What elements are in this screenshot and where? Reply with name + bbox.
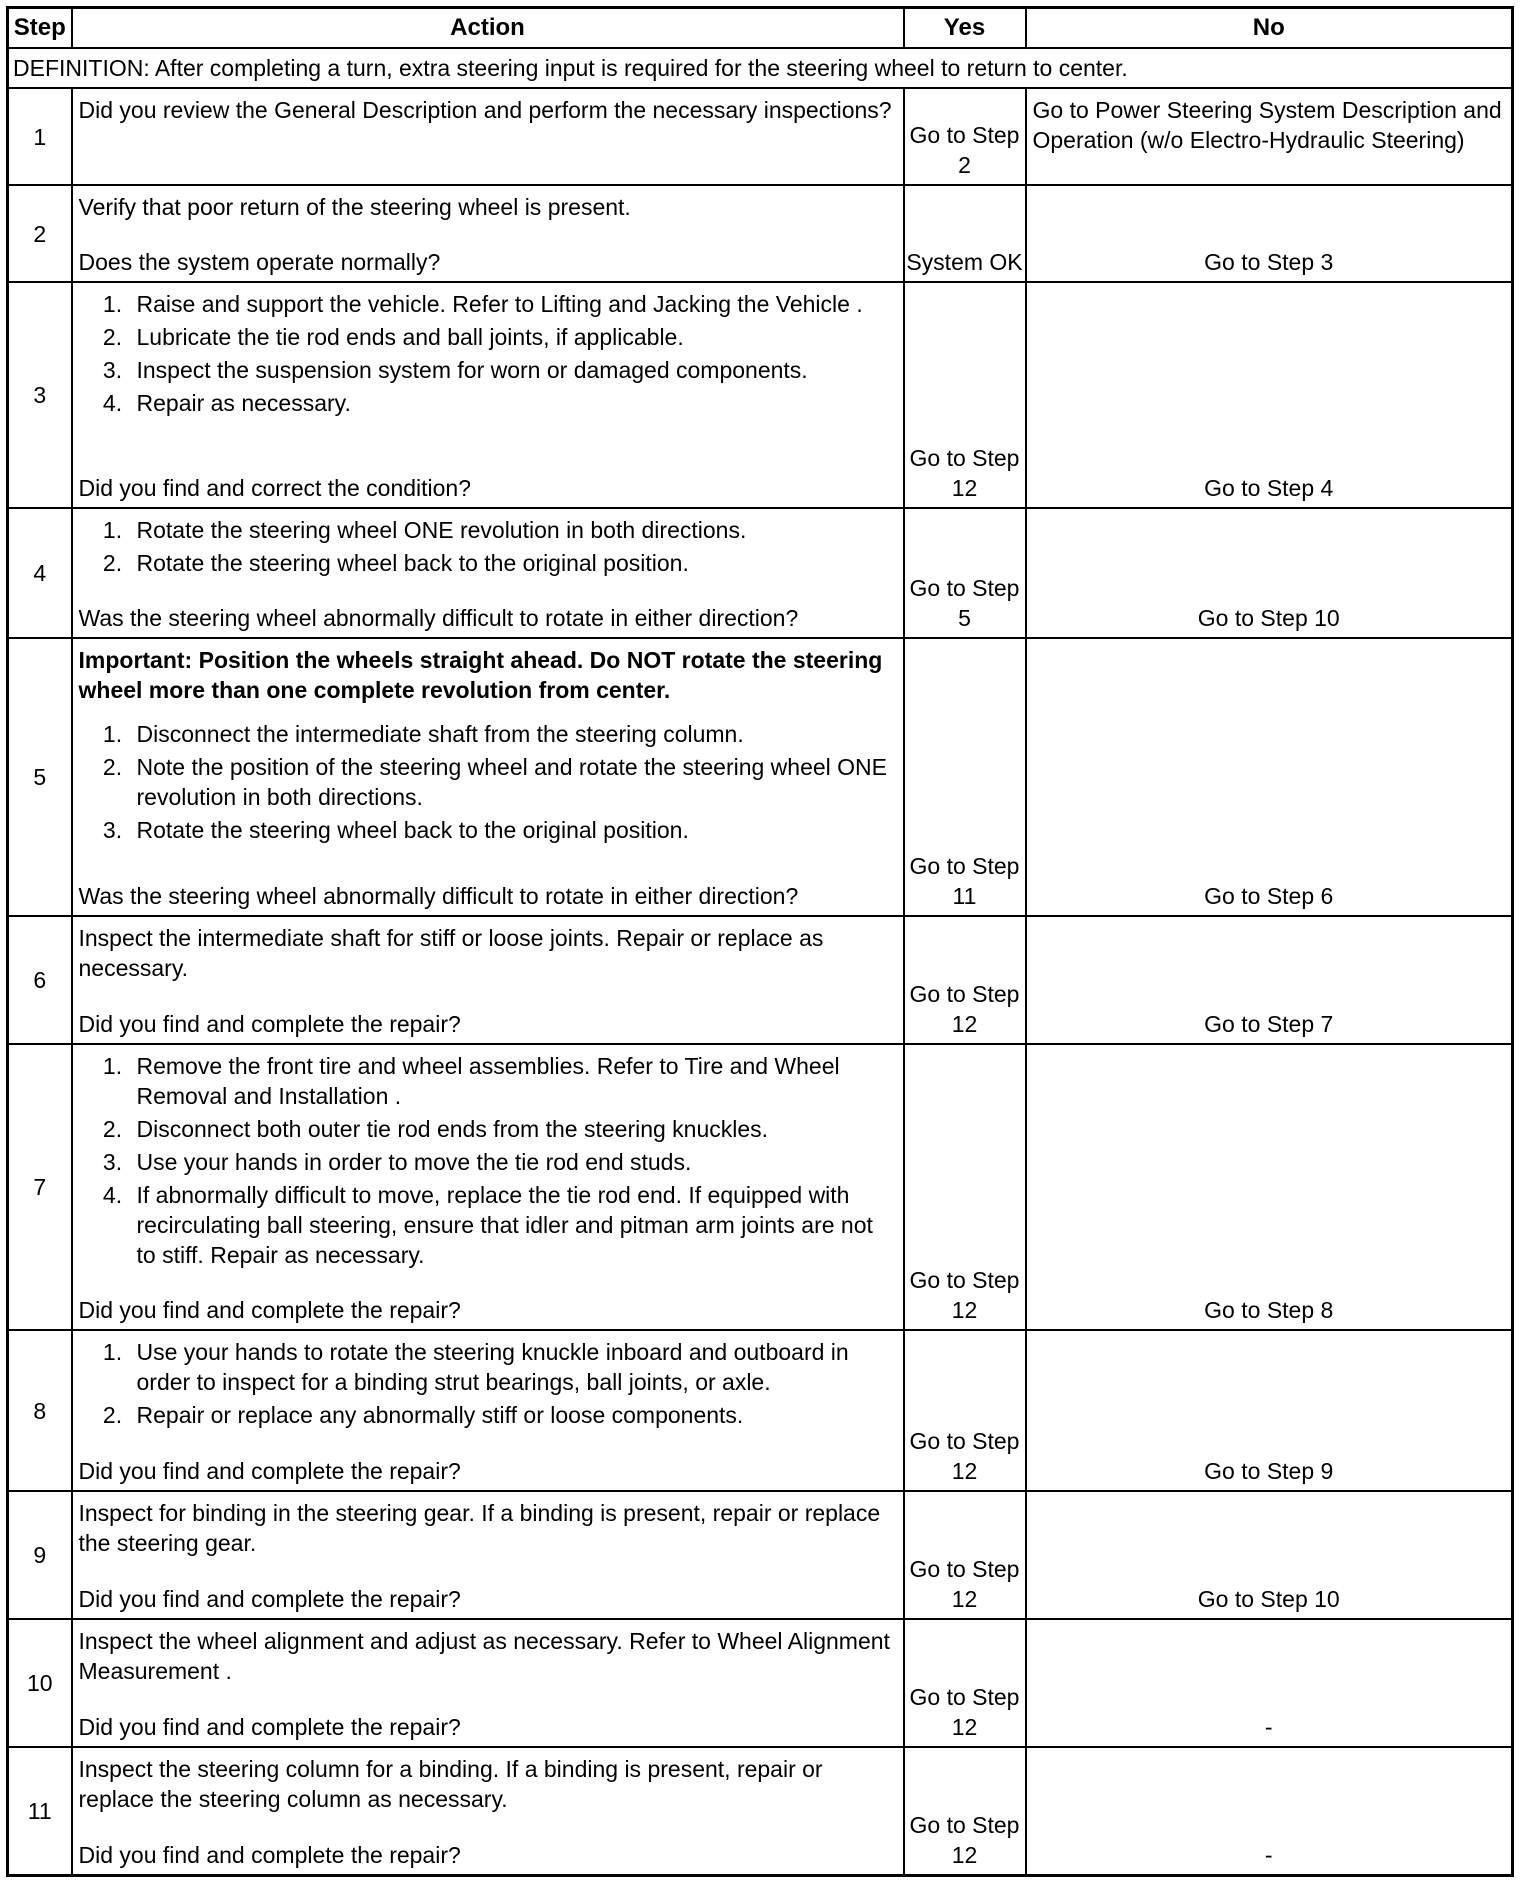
action-cell xyxy=(72,1044,904,1330)
no-result: Go to Step 4 xyxy=(1026,282,1513,508)
yes-result: Go to Step 12 xyxy=(904,916,1026,1044)
action-cell xyxy=(72,1491,904,1619)
list-item: 1. Rotate the steering wheel ONE revolution in both directions. xyxy=(129,515,897,545)
no-result: - xyxy=(1026,1747,1513,1876)
header-action: Action xyxy=(72,8,904,49)
action-cell xyxy=(72,916,904,1044)
action-cell xyxy=(72,1330,904,1491)
table-row xyxy=(8,508,1513,638)
action-question: Did you find and complete the repair? xyxy=(78,1714,461,1740)
no-result: - xyxy=(1026,1619,1513,1747)
no-result: Go to Step 7 xyxy=(1026,916,1513,1044)
yes-result: Go to Step 12 xyxy=(904,282,1026,508)
yes-result: Go to Step 5 xyxy=(904,508,1026,638)
yes-result: Go to Step 2 xyxy=(904,88,1026,185)
table-row xyxy=(8,638,1513,916)
header-no: No xyxy=(1026,8,1513,49)
no-result: Go to Power Steering System Description and Operation (w/o Electro-Hydraulic Steering) xyxy=(1026,88,1513,185)
table-row xyxy=(8,88,1513,185)
list-item: 3. Use your hands in order to move the tie rod end studs. xyxy=(129,1147,897,1177)
action-question: Did you find and complete the repair? xyxy=(78,1458,461,1484)
yes-result: Go to Step 12 xyxy=(904,1747,1026,1876)
action-question: Did you find and complete the repair? xyxy=(78,1011,461,1037)
action-cell xyxy=(72,508,904,638)
yes-result: Go to Step 12 xyxy=(904,1619,1026,1747)
action-text: Inspect the wheel alignment and adjust as necessary. Refer to Wheel Alignment Measurement . xyxy=(78,1628,890,1684)
no-result: Go to Step 6 xyxy=(1026,638,1513,916)
action-cell xyxy=(72,638,904,916)
table-row xyxy=(8,916,1513,1044)
table-row xyxy=(8,1747,1513,1876)
action-text: Verify that poor return of the steering wheel is present. xyxy=(78,194,631,220)
diagnostic-table-container xyxy=(6,6,1514,1877)
yes-result: Go to Step 12 xyxy=(904,1044,1026,1330)
step-number: 5 xyxy=(8,638,72,916)
important-note: Important: Position the wheels straight ahead. Do NOT rotate the steering wheel more than one complete revolution from center. xyxy=(78,647,883,703)
action-text: Inspect the steering column for a binding. If a binding is present, repair or replace the steering column as necessary. xyxy=(78,1756,823,1812)
header-yes: Yes xyxy=(904,8,1026,49)
header-step: Step xyxy=(8,8,72,49)
list-item: 1. Disconnect the intermediate shaft from the steering column. xyxy=(129,719,897,749)
action-steps-list xyxy=(79,1337,897,1430)
action-steps-list xyxy=(79,719,897,845)
yes-result: Go to Step 11 xyxy=(904,638,1026,916)
table-row xyxy=(8,1619,1513,1747)
action-question: Does the system operate normally? xyxy=(78,249,441,275)
table-body xyxy=(8,48,1513,1876)
yes-result: Go to Step 12 xyxy=(904,1491,1026,1619)
step-number: 8 xyxy=(8,1330,72,1491)
action-question: Did you find and complete the repair? xyxy=(78,1842,461,1868)
list-item: 1. Remove the front tire and wheel assemblies. Refer to Tire and Wheel Removal and Installation . xyxy=(129,1051,897,1111)
action-steps-list xyxy=(79,289,897,418)
list-item: 2. Repair or replace any abnormally stiff or loose components. xyxy=(129,1400,897,1430)
definition-row xyxy=(8,48,1513,88)
list-item: 2. Disconnect both outer tie rod ends from the steering knuckles. xyxy=(129,1114,897,1144)
definition-text: DEFINITION: After completing a turn, extra steering input is required for the steering wheel to return to center. xyxy=(8,48,1513,88)
list-item: 3. Inspect the suspension system for worn or damaged components. xyxy=(129,355,897,385)
table-row xyxy=(8,185,1513,282)
list-item: 2. Note the position of the steering wheel and rotate the steering wheel ONE revolution in both directions. xyxy=(129,752,897,812)
no-result: Go to Step 8 xyxy=(1026,1044,1513,1330)
action-cell xyxy=(72,1747,904,1876)
step-number: 7 xyxy=(8,1044,72,1330)
no-result: Go to Step 9 xyxy=(1026,1330,1513,1491)
action-question: Was the steering wheel abnormally difficult to rotate in either direction? xyxy=(78,883,799,909)
step-number: 2 xyxy=(8,185,72,282)
step-number: 3 xyxy=(8,282,72,508)
table-row xyxy=(8,1491,1513,1619)
action-cell xyxy=(72,88,904,185)
action-cell xyxy=(72,282,904,508)
diagnostic-table xyxy=(6,6,1514,1877)
no-result: Go to Step 10 xyxy=(1026,508,1513,638)
action-cell xyxy=(72,185,904,282)
table-row xyxy=(8,282,1513,508)
list-item: 1. Raise and support the vehicle. Refer to Lifting and Jacking the Vehicle . xyxy=(129,289,897,319)
no-result: Go to Step 10 xyxy=(1026,1491,1513,1619)
action-text: Inspect the intermediate shaft for stiff or loose joints. Repair or replace as necessary. xyxy=(78,925,824,981)
action-question: Did you find and complete the repair? xyxy=(78,1297,461,1323)
step-number: 9 xyxy=(8,1491,72,1619)
table-row xyxy=(8,1044,1513,1330)
yes-result: Go to Step 12 xyxy=(904,1330,1026,1491)
step-number: 6 xyxy=(8,916,72,1044)
table-row xyxy=(8,1330,1513,1491)
list-item: 4. Repair as necessary. xyxy=(129,388,897,418)
list-item: 2. Lubricate the tie rod ends and ball joints, if applicable. xyxy=(129,322,897,352)
action-steps-list xyxy=(79,1051,897,1270)
no-result: Go to Step 3 xyxy=(1026,185,1513,282)
action-question: Did you find and correct the condition? xyxy=(78,475,472,501)
list-item: 4. If abnormally difficult to move, replace the tie rod end. If equipped with recirculating ball steering, ensure that idler and pitman arm joints are not to stiff. Repair as necessary. xyxy=(129,1180,897,1270)
list-item: 3. Rotate the steering wheel back to the original position. xyxy=(129,815,897,845)
action-question: Did you find and complete the repair? xyxy=(78,1586,461,1612)
step-number: 1 xyxy=(8,88,72,185)
yes-result: System OK xyxy=(904,185,1026,282)
step-number: 11 xyxy=(8,1747,72,1876)
list-item: 2. Rotate the steering wheel back to the original position. xyxy=(129,548,897,578)
action-cell xyxy=(72,1619,904,1747)
action-steps-list xyxy=(79,515,897,578)
list-item: 1. Use your hands to rotate the steering knuckle inboard and outboard in order to inspect for a binding strut bearings, ball joints, or axle. xyxy=(129,1337,897,1397)
action-question: Was the steering wheel abnormally difficult to rotate in either direction? xyxy=(78,605,799,631)
action-text: Inspect for binding in the steering gear. If a binding is present, repair or replace the steering gear. xyxy=(78,1500,881,1556)
step-number: 10 xyxy=(8,1619,72,1747)
header-row xyxy=(8,8,1513,49)
action-text: Did you review the General Description and perform the necessary inspections? xyxy=(78,97,892,123)
step-number: 4 xyxy=(8,508,72,638)
